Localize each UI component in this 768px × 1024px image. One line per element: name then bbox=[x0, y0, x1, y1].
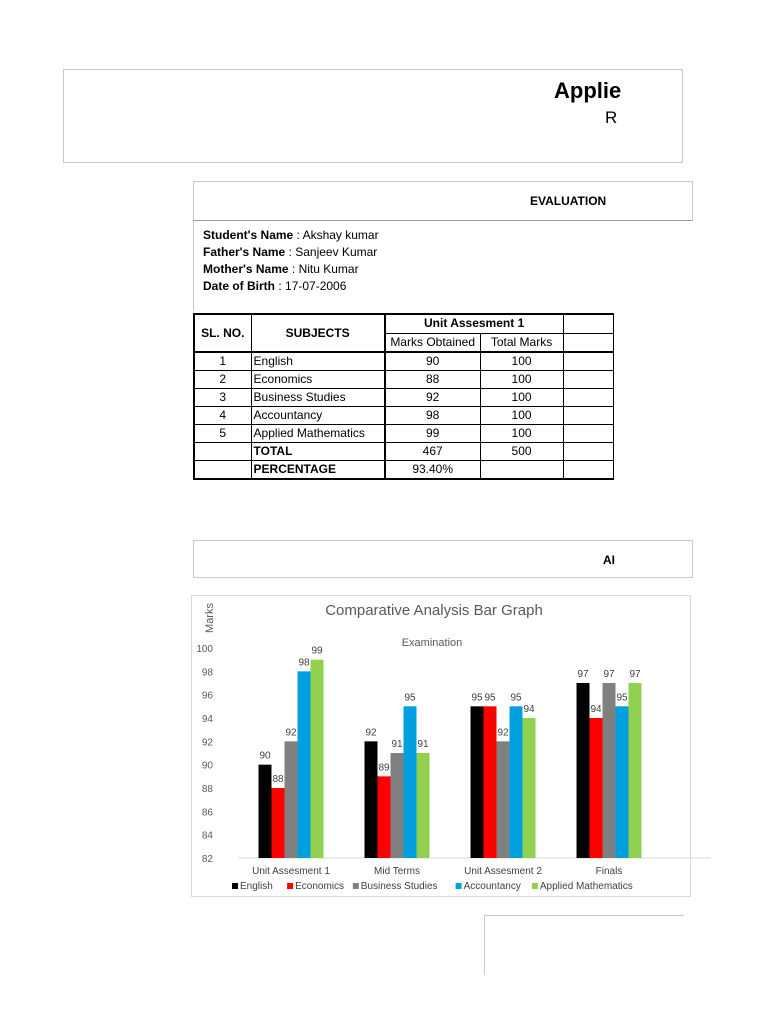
bar bbox=[577, 683, 590, 858]
col-subjects-header: SUBJECTS bbox=[251, 314, 385, 352]
legend-entry: Economics bbox=[295, 881, 345, 892]
x-tick-label: Finals bbox=[595, 866, 623, 877]
data-label: 92 bbox=[365, 727, 377, 739]
bar bbox=[285, 741, 298, 858]
data-label: 99 bbox=[311, 645, 323, 657]
row-obtained: 92 bbox=[385, 389, 480, 407]
bar bbox=[365, 741, 378, 858]
table-header-row bbox=[194, 314, 614, 333]
x-tick-label: Unit Assesment 2 bbox=[464, 866, 542, 877]
row-obtained: 99 bbox=[385, 425, 480, 443]
data-label: 97 bbox=[603, 669, 615, 680]
data-label: 95 bbox=[484, 692, 496, 704]
percentage-value: 93.40% bbox=[385, 461, 480, 480]
group-header-unit1: Unit Assesment 1 bbox=[385, 314, 563, 333]
row-total: 100 bbox=[480, 389, 563, 407]
student-name-label: Student's Name bbox=[203, 228, 294, 242]
percentage-empty bbox=[480, 461, 563, 480]
marks-table bbox=[193, 313, 614, 480]
data-label: 94 bbox=[590, 704, 602, 715]
dob-line: Date of Birth : 17-07-2006 bbox=[203, 279, 347, 293]
col-total-header: Total Marks bbox=[480, 333, 563, 352]
student-name: Akshay kumar bbox=[302, 228, 379, 242]
legend-swatch bbox=[232, 883, 238, 889]
data-label: 94 bbox=[523, 704, 535, 715]
student-name-line: Student's Name : Akshay kumar bbox=[203, 228, 379, 242]
bar bbox=[484, 706, 497, 858]
bar bbox=[404, 706, 417, 858]
table-overflow-cell bbox=[563, 461, 613, 480]
table-overflow-cell bbox=[563, 314, 613, 333]
row-sl: 4 bbox=[194, 407, 251, 425]
row-subject: Business Studies bbox=[251, 389, 385, 407]
table-overflow-cell bbox=[563, 443, 613, 461]
bar bbox=[378, 776, 391, 858]
total-label: TOTAL bbox=[251, 443, 385, 461]
father-name-label: Father's Name bbox=[203, 245, 286, 259]
row-subject: English bbox=[251, 352, 385, 371]
bar bbox=[272, 788, 285, 858]
bar bbox=[391, 753, 404, 858]
table-overflow-cell bbox=[563, 407, 613, 425]
table-row bbox=[194, 407, 614, 425]
legend-swatch bbox=[456, 883, 462, 889]
bottom-box bbox=[484, 915, 684, 975]
row-sl: 3 bbox=[194, 389, 251, 407]
data-label: 98 bbox=[298, 657, 310, 669]
row-obtained: 90 bbox=[385, 352, 480, 371]
father-name-line: Father's Name : Sanjeev Kumar bbox=[203, 245, 378, 259]
col-slno-header: SL. NO. bbox=[194, 314, 251, 352]
bar bbox=[497, 741, 510, 858]
y-tick-label: 90 bbox=[201, 760, 213, 772]
data-label: 92 bbox=[285, 727, 297, 739]
data-label: 89 bbox=[378, 762, 390, 774]
table-row bbox=[194, 352, 614, 371]
bar bbox=[629, 683, 642, 858]
bar bbox=[590, 718, 603, 858]
table-overflow-cell bbox=[563, 425, 613, 443]
row-subject: Accountancy bbox=[251, 407, 385, 425]
bar-chart-container bbox=[191, 595, 691, 897]
y-tick-label: 94 bbox=[201, 714, 213, 725]
y-tick-label: 82 bbox=[201, 854, 213, 865]
father-name: Sanjeev Kumar bbox=[295, 245, 378, 259]
y-axis-label: Marks bbox=[204, 603, 216, 633]
row-total: 100 bbox=[480, 371, 563, 389]
bar bbox=[298, 671, 311, 858]
bar bbox=[259, 765, 272, 858]
y-tick-label: 100 bbox=[196, 644, 213, 655]
y-tick-label: 84 bbox=[201, 830, 213, 842]
bar-chart bbox=[192, 596, 692, 898]
data-label: 91 bbox=[391, 739, 403, 750]
bar bbox=[523, 718, 536, 858]
x-tick-label: Unit Assesment 1 bbox=[252, 866, 330, 877]
y-tick-label: 96 bbox=[201, 690, 213, 702]
dob-value: 17-07-2006 bbox=[285, 279, 347, 293]
data-label: 90 bbox=[259, 750, 271, 762]
analysis-title: AI bbox=[603, 553, 615, 567]
legend-swatch bbox=[532, 883, 538, 889]
data-label: 88 bbox=[272, 774, 284, 785]
row-obtained: 98 bbox=[385, 407, 480, 425]
legend-entry: English bbox=[240, 881, 273, 892]
row-obtained: 88 bbox=[385, 371, 480, 389]
total-row bbox=[194, 443, 614, 461]
data-label: 95 bbox=[404, 692, 416, 704]
chart-title: Comparative Analysis Bar Graph bbox=[325, 602, 543, 619]
table-overflow-cell bbox=[563, 333, 613, 352]
data-label: 95 bbox=[471, 692, 483, 704]
percentage-label: PERCENTAGE bbox=[251, 461, 385, 480]
y-tick-label: 86 bbox=[201, 807, 213, 819]
bar bbox=[603, 683, 616, 858]
analysis-header bbox=[193, 540, 693, 578]
data-label: 91 bbox=[417, 739, 429, 750]
data-label: 95 bbox=[510, 692, 522, 704]
row-subject: Economics bbox=[251, 371, 385, 389]
y-tick-label: 88 bbox=[201, 784, 213, 795]
row-total: 100 bbox=[480, 425, 563, 443]
student-info bbox=[193, 221, 693, 311]
school-name: Applie bbox=[554, 78, 622, 103]
school-header bbox=[63, 69, 683, 163]
bar bbox=[471, 706, 484, 858]
dob-label: Date of Birth bbox=[203, 279, 275, 293]
x-tick-label: Mid Terms bbox=[374, 866, 420, 877]
bar bbox=[510, 706, 523, 858]
mother-name-line: Mother's Name : Nitu Kumar bbox=[203, 262, 359, 276]
total-sl bbox=[194, 443, 251, 461]
col-obtained-header: Marks Obtained bbox=[385, 333, 480, 352]
legend-swatch bbox=[287, 883, 293, 889]
row-sl: 5 bbox=[194, 425, 251, 443]
y-tick-label: 98 bbox=[201, 667, 213, 679]
legend-entry: Applied Mathematics bbox=[539, 881, 633, 892]
row-total: 100 bbox=[480, 407, 563, 425]
legend-entry: Accountancy bbox=[463, 881, 521, 892]
table-overflow-cell bbox=[563, 389, 613, 407]
chart-plot-area bbox=[196, 644, 710, 892]
row-sl: 1 bbox=[194, 352, 251, 371]
total-max: 500 bbox=[480, 443, 563, 461]
school-subtitle: R bbox=[605, 108, 618, 127]
evaluation-header bbox=[193, 181, 693, 221]
y-tick-label: 92 bbox=[201, 737, 213, 749]
legend-entry: Business Studies bbox=[360, 881, 438, 892]
bar bbox=[417, 753, 430, 858]
data-label: 97 bbox=[629, 669, 641, 680]
data-label: 92 bbox=[497, 727, 509, 739]
data-label: 97 bbox=[577, 669, 589, 680]
table-row bbox=[194, 425, 614, 443]
table-row bbox=[194, 389, 614, 407]
row-total: 100 bbox=[480, 352, 563, 371]
bar bbox=[616, 706, 629, 858]
row-sl: 2 bbox=[194, 371, 251, 389]
percentage-sl bbox=[194, 461, 251, 480]
bar bbox=[311, 660, 324, 858]
data-label: 95 bbox=[616, 692, 628, 704]
table-overflow-cell bbox=[563, 371, 613, 389]
evaluation-title: EVALUATION bbox=[530, 194, 607, 208]
legend-swatch bbox=[353, 883, 359, 889]
table-row bbox=[194, 371, 614, 389]
chart-subtitle: Examination bbox=[401, 637, 463, 649]
mother-name: Nitu Kumar bbox=[298, 262, 359, 276]
mother-name-label: Mother's Name bbox=[203, 262, 289, 276]
percentage-row bbox=[194, 461, 614, 480]
total-obtained: 467 bbox=[385, 443, 480, 461]
row-subject: Applied Mathematics bbox=[251, 425, 385, 443]
table-overflow-cell bbox=[563, 352, 613, 371]
